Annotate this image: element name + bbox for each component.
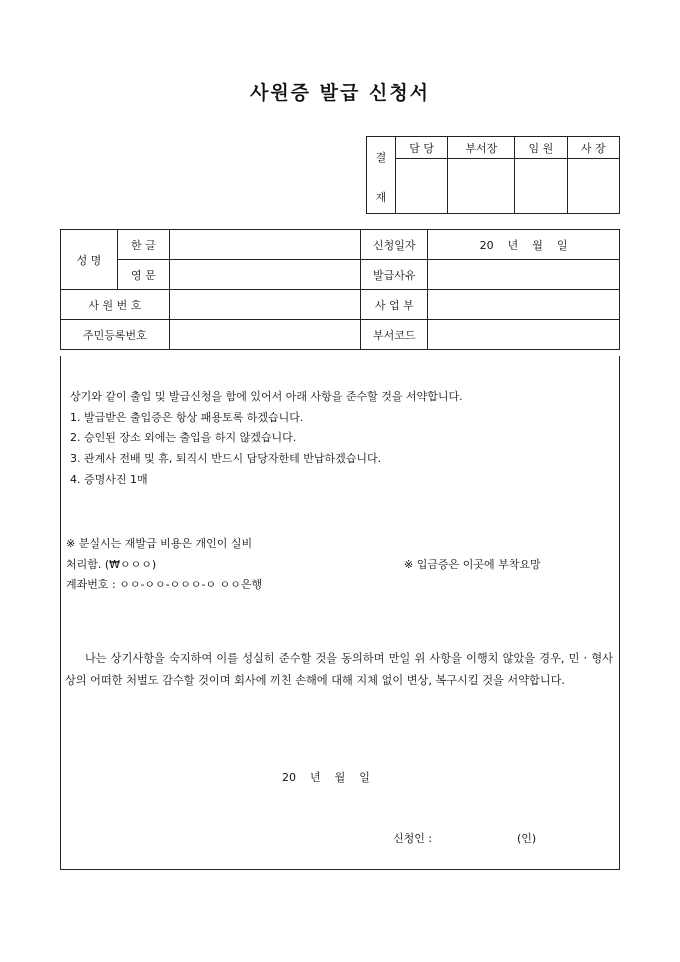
approval-sign-manager[interactable] xyxy=(396,159,448,214)
info-table xyxy=(60,229,620,350)
resident-no-label: 주민등록번호 xyxy=(61,320,170,350)
english-name-label: 영 문 xyxy=(117,260,169,290)
employee-no-field[interactable] xyxy=(169,290,361,320)
division-label: 사 업 부 xyxy=(361,290,428,320)
pledge-intro: 상기와 같이 출입 및 발급신청을 함에 있어서 아래 사항을 준수할 것을 서약합니다. xyxy=(70,390,463,403)
dept-code-label: 부서코드 xyxy=(361,320,428,350)
account-number: 계좌번호 : ㅇㅇ-ㅇㅇ-ㅇㅇㅇ-ㅇ ㅇㅇ은행 xyxy=(66,578,263,591)
lost-notice: ※ 분실시는 재발급 비용은 개인이 실비 xyxy=(66,537,253,550)
apply-date-label: 신청일자 xyxy=(361,230,428,260)
fee-notice: 처리함. (₩ㅇㅇㅇ) xyxy=(66,558,157,571)
employee-no-label: 사 원 번 호 xyxy=(61,290,170,320)
approval-sign-executive[interactable] xyxy=(515,159,567,214)
approval-header-executive: 임 원 xyxy=(515,137,567,159)
approval-side-label xyxy=(367,137,396,214)
apply-date-field[interactable]: 20 년 월 일 xyxy=(428,230,620,260)
korean-name-field[interactable] xyxy=(169,230,361,260)
seal-mark[interactable]: (인) xyxy=(517,832,537,845)
pledge-item: 4. 증명사진 1매 xyxy=(70,473,148,486)
name-label: 성 명 xyxy=(61,230,118,290)
approval-table xyxy=(366,136,620,214)
resident-no-field[interactable] xyxy=(169,320,361,350)
english-name-field[interactable] xyxy=(169,260,361,290)
korean-name-label: 한 글 xyxy=(117,230,169,260)
pledge-item: 1. 발급받은 출입증은 항상 패용토록 하겠습니다. xyxy=(70,411,304,424)
approval-side-bottom: 재 xyxy=(375,191,387,204)
approval-sign-dept-head[interactable] xyxy=(448,159,515,214)
applicant-label: 신청인 : xyxy=(393,832,433,845)
approval-header-dept-head: 부서장 xyxy=(448,137,515,159)
pledge-item: 3. 관계사 전배 및 휴, 퇴직시 반드시 담당자한테 반납하겠습니다. xyxy=(70,452,382,465)
signature-date[interactable]: 20 년 월 일 xyxy=(282,771,370,784)
issue-reason-label: 발급사유 xyxy=(361,260,428,290)
dept-code-field[interactable] xyxy=(428,320,620,350)
approval-sign-president[interactable] xyxy=(567,159,619,214)
issue-reason-field[interactable] xyxy=(428,260,620,290)
pledge-item: 2. 승인된 장소 외에는 출입을 하지 않겠습니다. xyxy=(70,431,297,444)
agreement-text: 나는 상기사항을 숙지하여 이를 성실히 준수할 것을 동의하며 만일 위 사항을 이행치 않았을 경우, 민 · 형사상의 어떠한 처벌도 감수할 것이며 회사에 끼친 손해에 대해 지체 없이 변상, 복구시킬 것을 서약합니다. xyxy=(65,652,613,687)
receipt-notice: ※ 입금증은 이곳에 부착요망 xyxy=(404,558,541,571)
approval-side-top: 결 xyxy=(375,151,387,164)
form-title: 사원증 발급 신청서 xyxy=(249,82,431,104)
approval-header-president: 사 장 xyxy=(567,137,619,159)
division-field[interactable] xyxy=(428,290,620,320)
approval-header-manager: 담 당 xyxy=(396,137,448,159)
